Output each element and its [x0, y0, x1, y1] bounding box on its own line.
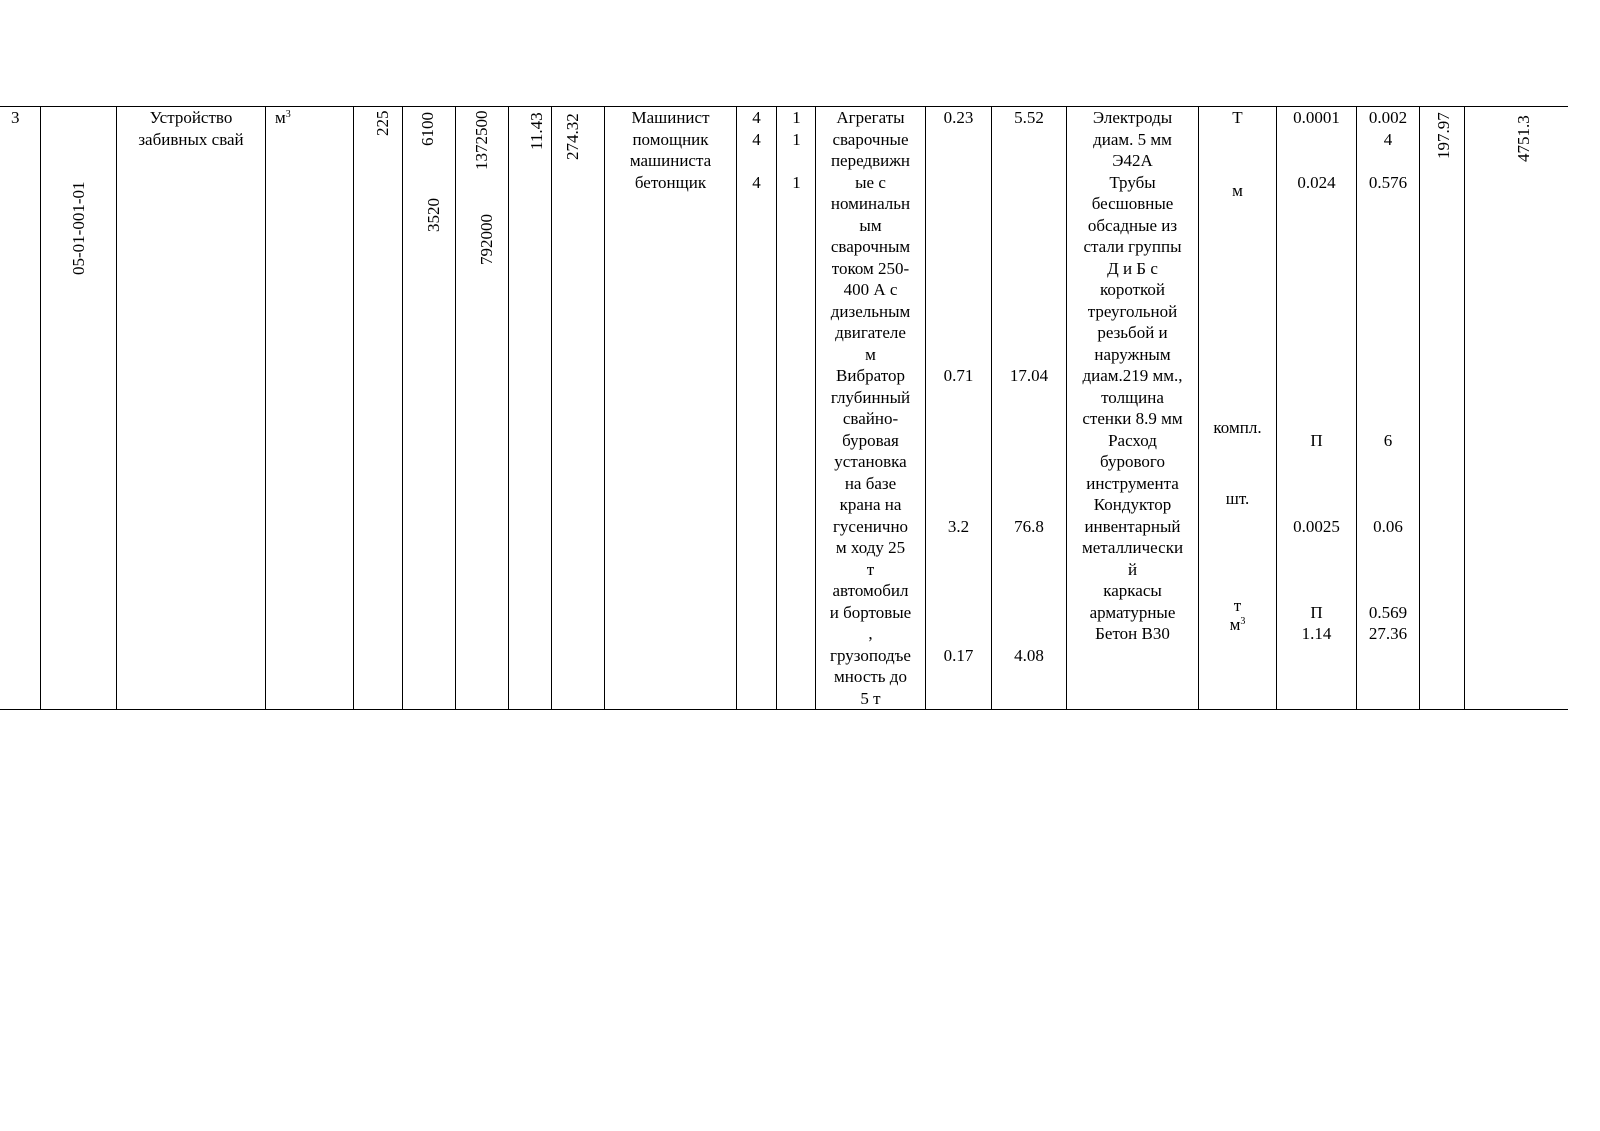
column-separator	[508, 106, 509, 710]
material-line: короткой	[1099, 280, 1166, 299]
worker-grade: 1	[792, 108, 801, 127]
cost-top-value: 1372500	[472, 110, 491, 170]
unit-superscript: 3	[285, 109, 291, 120]
column-separator	[40, 106, 41, 710]
worker-qty	[737, 150, 776, 172]
material-total: 6	[1383, 430, 1393, 450]
worker-name: помощник	[632, 129, 709, 149]
column-separator	[455, 106, 456, 710]
labor-total-value: 274.32	[563, 113, 582, 160]
machine-norm: 3.2	[947, 516, 970, 536]
material-line: обсадные из	[1087, 215, 1178, 235]
material-line: арматурные	[1089, 602, 1176, 622]
material-unit: компл.	[1213, 417, 1262, 437]
materials-list	[1067, 107, 1198, 645]
column-separator	[776, 106, 777, 710]
material-total: 0.002	[1368, 108, 1408, 127]
material-line: Электроды	[1092, 108, 1173, 127]
column-separator	[736, 106, 737, 710]
duration-bottom-value: 3520	[424, 198, 443, 232]
machine-line: гусенично	[832, 516, 909, 536]
material-line: диам.219 мм.,	[1082, 366, 1183, 385]
estimate-code: 05-01-001-01	[69, 181, 88, 275]
material-line: бесшовные	[1091, 194, 1174, 213]
worker-name: Машинист	[631, 108, 710, 127]
material-unit: Т	[1232, 108, 1243, 127]
material-total: 0.06	[1373, 516, 1403, 536]
material-norm: П	[1310, 602, 1323, 622]
machine-total: 4.08	[1014, 645, 1044, 665]
material-unit-m3	[1199, 614, 1276, 636]
column-separator	[1419, 106, 1420, 710]
machine-total: 17.04	[1009, 366, 1049, 385]
machine-total: 76.8	[1014, 516, 1044, 536]
machine-line: т	[866, 559, 875, 579]
material-line: Расход	[1108, 430, 1157, 450]
machine-norm: 0.23	[943, 108, 974, 127]
machine-line: ,	[868, 624, 873, 643]
material-norm: 0.024	[1297, 172, 1336, 192]
material-line: стенки 8.9 мм	[1082, 409, 1183, 428]
column-separator	[925, 106, 926, 710]
material-line: Трубы	[1109, 172, 1156, 192]
material-unit-m3-base: м	[1229, 615, 1241, 634]
machine-line: крана на	[839, 495, 902, 514]
machine-line: ые с	[855, 172, 886, 192]
duration-top-value: 6100	[418, 112, 437, 146]
salary-norm-value: 197.97	[1434, 112, 1453, 159]
material-line: й	[1127, 559, 1138, 579]
material-norm: 0.0025	[1293, 516, 1340, 536]
machine-total: 5.52	[1014, 108, 1044, 127]
worker-name: машиниста	[629, 151, 712, 170]
cost-bottom-value: 792000	[477, 214, 496, 265]
machines-list	[816, 107, 925, 709]
machine-line: 5 т	[860, 688, 881, 708]
volume-value: 225	[373, 110, 392, 136]
material-total: 27.36	[1368, 624, 1408, 643]
material-line: наружным	[1094, 344, 1171, 364]
machine-line: установка	[834, 452, 907, 471]
unit-base: м	[275, 108, 286, 127]
column-separator	[1464, 106, 1465, 710]
machine-line: свайно-	[842, 409, 899, 428]
machine-line: током 250-	[831, 258, 910, 278]
labor-norm-value: 11.43	[527, 112, 546, 150]
material-total: 0.569	[1368, 602, 1408, 622]
machine-line: и бортовые	[829, 602, 912, 622]
salary-total-value: 4751.3	[1514, 115, 1533, 162]
worker-grade	[777, 150, 816, 172]
material-unit: шт.	[1225, 488, 1250, 508]
worker-qty: 4	[752, 108, 761, 127]
machine-line: на базе	[844, 473, 897, 493]
column-separator	[551, 106, 552, 710]
worker-grade: 1	[792, 129, 801, 149]
machine-line: ым	[859, 215, 882, 235]
machine-line: м ходу 25	[835, 538, 906, 557]
column-separator	[116, 106, 117, 710]
material-unit-m3-superscript: 3	[1240, 616, 1246, 627]
machine-norm: 0.17	[943, 645, 974, 665]
work-name-line: Устройство	[149, 108, 233, 127]
material-line: Д и Б с	[1107, 258, 1158, 278]
workers-qty-a	[737, 107, 776, 193]
machine-line: грузоподъе	[830, 645, 911, 665]
machine-line: номинальн	[830, 194, 911, 213]
table-bottom-rule	[0, 709, 1568, 710]
work-name	[117, 107, 265, 150]
material-line: инструмента	[1086, 473, 1179, 493]
machine-line: буровая	[842, 430, 899, 450]
worker-qty: 4	[752, 129, 761, 149]
material-line: Э42А	[1112, 151, 1153, 170]
row-number: 3	[11, 108, 20, 127]
material-total: 0.576	[1368, 172, 1408, 192]
machine-line: передвижн	[830, 151, 911, 170]
column-separator	[353, 106, 354, 710]
machine-line: мность до	[834, 667, 907, 686]
material-line: диам. 5 мм	[1093, 129, 1172, 149]
material-line: резьбой и	[1097, 323, 1168, 342]
material-unit: м	[1232, 181, 1243, 201]
material-line: треугольной	[1087, 301, 1178, 321]
machine-line: сварочные	[832, 129, 909, 149]
material-line: Кондуктор	[1093, 495, 1172, 514]
worker-qty: 4	[752, 172, 761, 192]
workers-list	[605, 107, 736, 193]
material-line: Бетон В30	[1095, 624, 1170, 643]
worker-name: бетонщик	[634, 172, 707, 192]
material-norm: П	[1310, 430, 1323, 450]
unit-cell	[275, 107, 291, 129]
machine-line: дизельным	[830, 301, 911, 321]
machine-line: 400 А с	[843, 280, 898, 299]
material-total: 4	[1383, 129, 1393, 149]
column-separator	[991, 106, 992, 710]
material-line: стали группы	[1083, 237, 1182, 256]
machine-line: автомобил	[832, 581, 909, 600]
machine-line: двигателе	[835, 323, 906, 342]
workers-qty-b	[777, 107, 816, 193]
column-separator	[402, 106, 403, 710]
material-line: каркасы	[1103, 581, 1162, 600]
material-line: толщина	[1101, 387, 1164, 407]
material-line: металлически	[1081, 538, 1184, 557]
worker-grade: 1	[792, 172, 801, 192]
machine-line: Вибратор	[836, 366, 905, 385]
material-norm: 1.14	[1301, 624, 1332, 643]
machine-line: Агрегаты	[836, 108, 905, 127]
column-separator	[604, 106, 605, 710]
work-name-line: забивных свай	[138, 129, 244, 149]
machine-line: м	[865, 344, 876, 364]
column-separator	[265, 106, 266, 710]
machine-line: сварочным	[830, 237, 911, 256]
material-line: бурового	[1100, 452, 1165, 471]
machine-line: глубинный	[830, 387, 911, 407]
material-unit: т	[1233, 596, 1242, 616]
machine-norm: 0.71	[943, 366, 974, 385]
material-line: инвентарный	[1084, 516, 1181, 536]
material-norm: 0.0001	[1293, 108, 1340, 127]
